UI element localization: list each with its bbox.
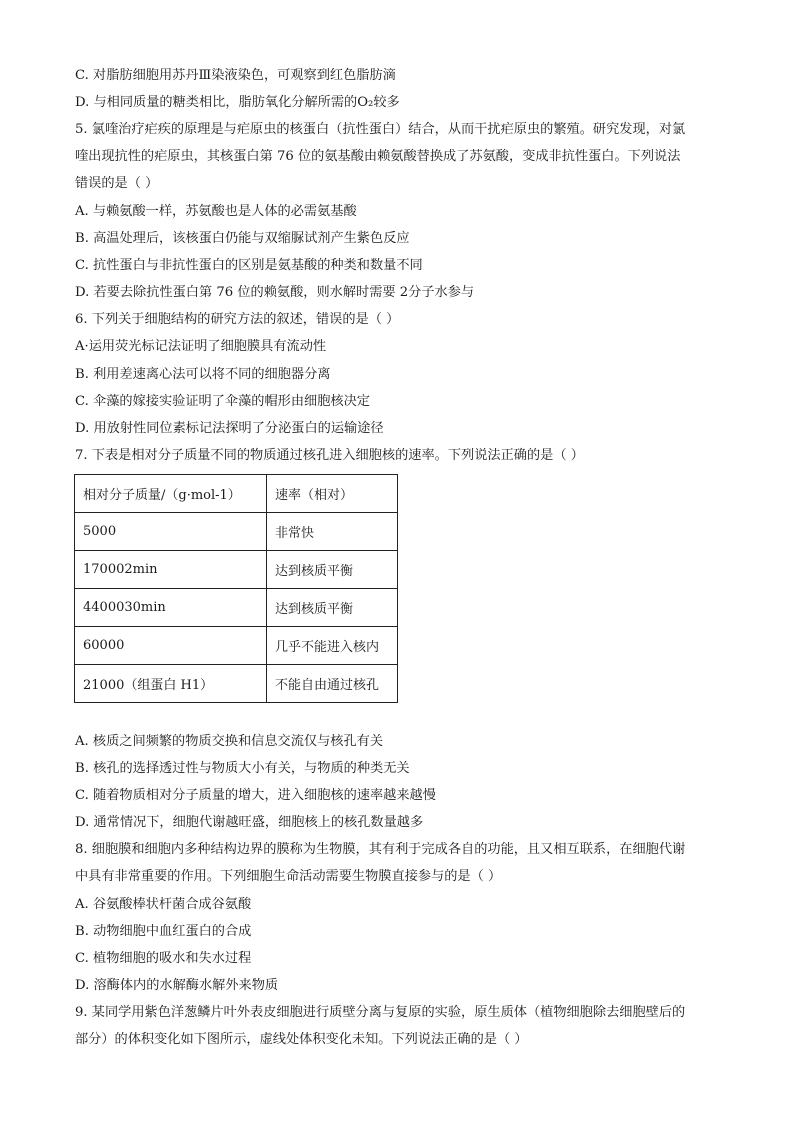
table-cell: 4400030min bbox=[75, 589, 267, 627]
table-cell: 21000（组蛋白 H1） bbox=[75, 665, 267, 703]
q7-option-b: B. 核孔的选择透过性与物质大小有关，与物质的种类无关 bbox=[75, 761, 410, 776]
table-cell: 达到核质平衡 bbox=[267, 551, 398, 589]
table-cell: 不能自由通过核孔 bbox=[267, 665, 398, 703]
q7-option-a: A. 核质之间频繁的物质交换和信息交流仅与核孔有关 bbox=[75, 734, 384, 749]
q6-option-d: D. 用放射性同位素标记法探明了分泌蛋白的运输途径 bbox=[75, 421, 384, 436]
q5-stem-line-1: 5. 氯喹治疗疟疾的原理是与疟原虫的核蛋白（抗性蛋白）结合，从而干扰疟原虫的繁殖。研究发现，对氯 bbox=[75, 122, 686, 137]
q5-option-d: D. 若要去除抗性蛋白第 76 位的赖氨酸，则水解时需要 2分子水参与 bbox=[75, 285, 475, 300]
table-cell: 达到核质平衡 bbox=[267, 589, 398, 627]
q9-stem-line-1: 9. 某同学用紫色洋葱鳞片叶外表皮细胞进行质壁分离与复原的实验，原生质体（植物细胞除去细胞壁后的 bbox=[75, 1005, 686, 1020]
q8-stem-line-2: 中具有非常重要的作用。下列细胞生命活动需要生物膜直接参与的是（ ） bbox=[75, 869, 502, 884]
table-row bbox=[75, 513, 398, 551]
q7-rate-table bbox=[74, 474, 398, 703]
q8-stem-line-1: 8. 细胞膜和细胞内多种结构边界的膜称为生物膜，其有利于完成各自的功能，且又相互联系，在细胞代谢 bbox=[75, 842, 686, 857]
table-header-cell: 相对分子质量/（g·mol-1） bbox=[75, 475, 267, 513]
q6-stem: 6. 下列关于细胞结构的研究方法的叙述，错误的是（ ） bbox=[75, 312, 400, 327]
table-header-cell: 速率（相对） bbox=[267, 475, 398, 513]
q8-option-d: D. 溶酶体内的水解酶水解外来物质 bbox=[75, 978, 279, 993]
q7-stem: 7. 下表是相对分子质量不同的物质通过核孔进入细胞核的速率。下列说法正确的是（ ） bbox=[75, 448, 584, 463]
table-cell: 170002min bbox=[75, 551, 267, 589]
q7-option-c: C. 随着物质相对分子质量的增大，进入细胞核的速率越来越慢 bbox=[75, 788, 436, 803]
q4-option-c: C. 对脂肪细胞用苏丹Ⅲ染液染色，可观察到红色脂肪滴 bbox=[75, 68, 396, 83]
q6-option-c: C. 伞藻的嫁接实验证明了伞藻的帽形由细胞核决定 bbox=[75, 394, 370, 409]
table-row bbox=[75, 551, 398, 589]
table-cell: 5000 bbox=[75, 513, 267, 551]
table-cell: 几乎不能进入核内 bbox=[267, 627, 398, 665]
q4-option-d: D. 与相同质量的糖类相比，脂肪氧化分解所需的O₂较多 bbox=[75, 95, 400, 110]
q5-option-b: B. 高温处理后，该核蛋白仍能与双缩脲试剂产生紫色反应 bbox=[75, 231, 410, 246]
table-row bbox=[75, 627, 398, 665]
q8-option-a: A. 谷氨酸棒状杆菌合成谷氨酸 bbox=[75, 897, 252, 912]
q5-stem-line-3: 错误的是（ ） bbox=[75, 176, 159, 191]
q5-option-c: C. 抗性蛋白与非抗性蛋白的区别是氨基酸的种类和数量不同 bbox=[75, 258, 423, 273]
q6-option-a: A·运用荧光标记法证明了细胞膜具有流动性 bbox=[75, 339, 327, 354]
table-cell: 60000 bbox=[75, 627, 267, 665]
table-header-row bbox=[75, 475, 398, 513]
q8-option-c: C. 植物细胞的吸水和失水过程 bbox=[75, 951, 252, 966]
q7-option-d: D. 通常情况下，细胞代谢越旺盛，细胞核上的核孔数量越多 bbox=[75, 815, 424, 830]
q5-stem-line-2: 喹出现抗性的疟原虫，其核蛋白第 76 位的氨基酸由赖氨酸替换成了苏氨酸，变成非抗性蛋白。下列说法 bbox=[75, 149, 681, 164]
q6-option-b: B. 利用差速离心法可以将不同的细胞器分离 bbox=[75, 367, 331, 382]
q5-option-a: A. 与赖氨酸一样，苏氨酸也是人体的必需氨基酸 bbox=[75, 204, 357, 219]
table-row bbox=[75, 589, 398, 627]
table-cell: 非常快 bbox=[267, 513, 398, 551]
q9-stem-line-2: 部分）的体积变化如下图所示，虚线处体积变化未知。下列说法正确的是（ ） bbox=[75, 1032, 528, 1047]
table-row bbox=[75, 665, 398, 703]
q8-option-b: B. 动物细胞中血红蛋白的合成 bbox=[75, 924, 252, 939]
